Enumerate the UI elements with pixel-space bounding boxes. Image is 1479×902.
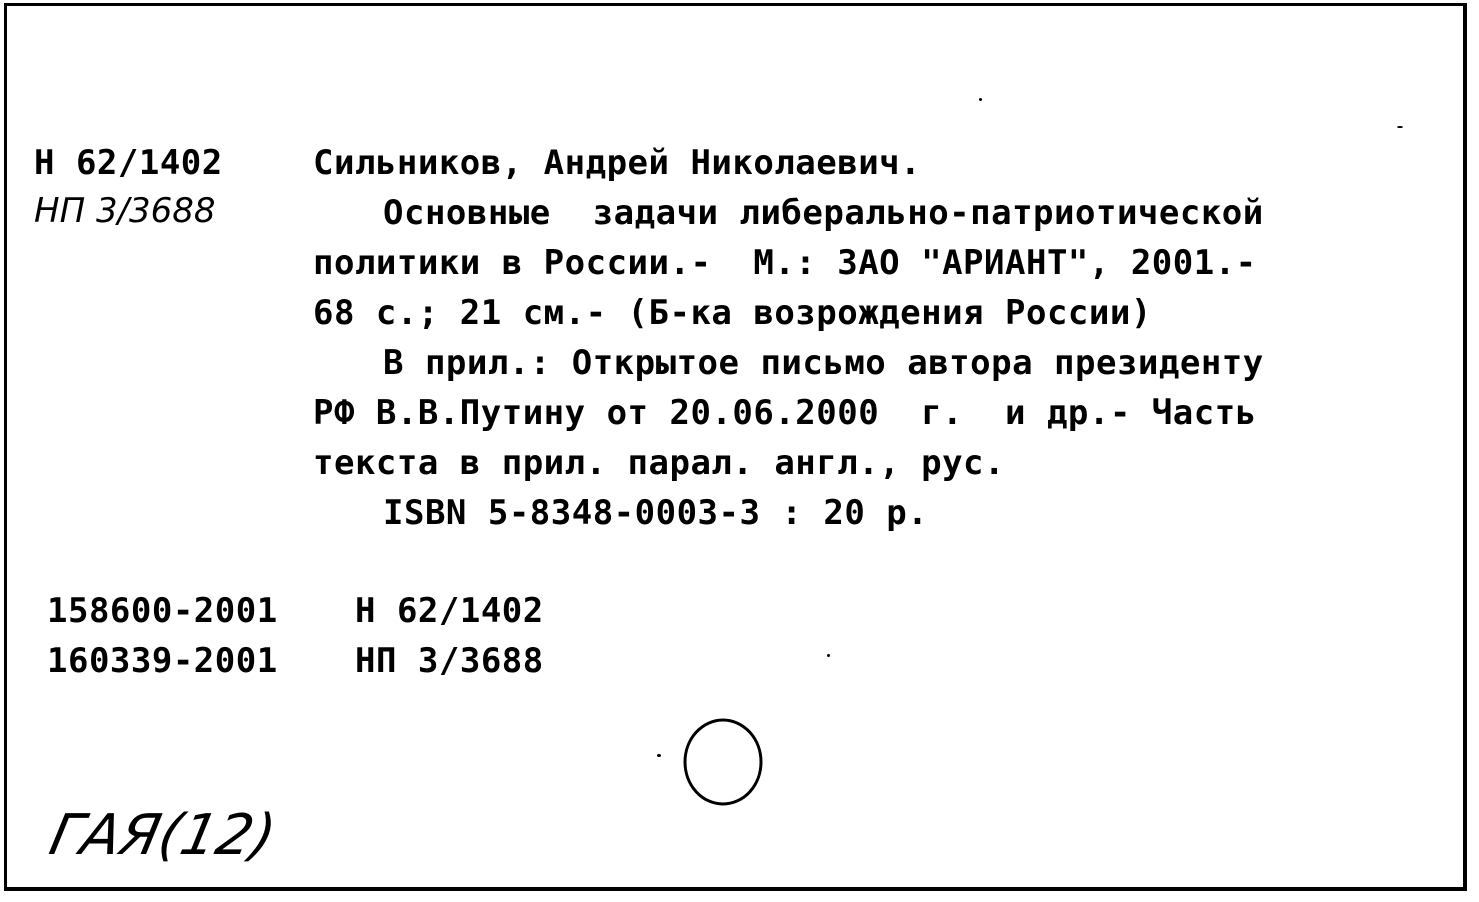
accession-number-2: 160339-2001 — [47, 641, 278, 681]
note-line-3: текста в прил. парал. англ., рус. — [313, 443, 1006, 483]
scan-speck — [657, 754, 661, 757]
note-line-1: В прил.: Открытое письмо автора президенту — [383, 343, 1264, 383]
call-number-primary: Н 62/1402 — [34, 143, 223, 183]
handwritten-shelf-mark: ГАЯ(12) — [44, 803, 282, 868]
author-heading: Сильников, Андрей Николаевич. — [313, 143, 922, 183]
scan-speck — [1397, 126, 1403, 128]
accession-number-1: 158600-2001 — [47, 591, 278, 631]
scan-speck — [979, 98, 982, 101]
accession-call-2: НП 3/3688 — [355, 641, 544, 681]
isbn-line: ISBN 5-8348-0003-3 : 20 р. — [383, 493, 929, 533]
accession-call-1: Н 62/1402 — [355, 591, 544, 631]
title-line-2: политики в России.- М.: ЗАО "АРИАНТ", 2001.- — [313, 243, 1257, 283]
scan-speck — [827, 654, 830, 657]
catalog-card — [4, 3, 1467, 891]
punch-hole-icon — [675, 710, 775, 814]
note-line-2: РФ В.В.Путину от 20.06.2000 г. и др.- Часть — [313, 393, 1257, 433]
physical-description-line: 68 с.; 21 см.- (Б-ка возрождения России) — [313, 293, 1152, 333]
call-number-secondary-handwritten: НП 3/3688 — [34, 191, 216, 231]
title-line-1: Основные задачи либерально-патриотической — [383, 193, 1264, 233]
